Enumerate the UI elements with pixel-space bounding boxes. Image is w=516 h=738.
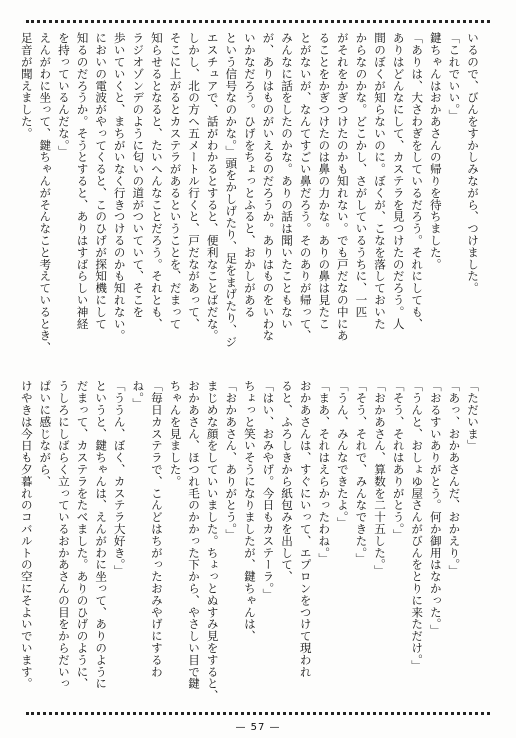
text-line: からなのかな。どこかし、さがしているうちに、一匹 <box>354 32 369 318</box>
text-line: においの電波がやってくると、このひげが探知機にして <box>94 32 109 330</box>
text-line: という信号なのかな。」頭をかしげたり、足をまげたり、ジ <box>224 32 239 348</box>
text-line: というと、鍵ちゃんは、えんがわに坐って、ありのように <box>94 380 109 690</box>
text-line: ると、ふろしきから紙包みを出して、 <box>280 380 295 583</box>
text-line: 「あっ、おかあさんだ、おかえり。」 <box>447 380 462 577</box>
text-line: そこに上がるとカステラがあるということを、だまって <box>168 32 183 330</box>
text-line: ぱいに感じながら、 <box>38 380 53 488</box>
text-line: しかし、北の方へ五メートル行くと、戸だながあって、 <box>187 32 202 330</box>
text-line: ありはどんなにして、カステラを見つけたのだろう。人 <box>391 32 406 330</box>
text-line: 知るのだろうか。そうとすると、ありはすばらしい神経 <box>75 32 90 330</box>
text-line: 「おかあさん、算数を二十五した。」 <box>373 380 388 577</box>
text-line: 「そう、それはありがとう。」 <box>391 380 406 541</box>
text-line: ラジオゾンデのように匂いの道がついていて、そこを <box>131 32 146 318</box>
text-line: ね。」 <box>131 380 146 410</box>
text-line: 「そう、それで、みんなできた。」 <box>354 380 369 565</box>
text-line: 足音が聞えました。 <box>19 32 34 140</box>
text-line: ちゃんを見ました。 <box>168 380 183 488</box>
text-line: けやきは今日も夕暮れのコバルトの空にそよいでいます。 <box>19 380 34 690</box>
text-line: 「ありは、大さわぎをしているだろう。それにしても、 <box>410 32 425 330</box>
text-line: 「まあ、それはえらかったわね。」 <box>317 380 332 565</box>
text-line: 知らせるとなると、たいへんなことだろう。それとも、 <box>149 32 164 330</box>
text-line: がそれをかぎつけたのかも知れない。でも戸だなの中にあ <box>335 32 350 342</box>
dotted-border-bottom <box>26 712 490 715</box>
text-block-upper <box>19 32 482 354</box>
text-line: 「ううん、ぼく、カステラ大好き。」 <box>112 380 127 577</box>
text-line: 鍵ちゃんはおかあさんの帰りを待ちました。 <box>428 32 443 270</box>
text-line: 「ただいま」 <box>466 380 480 452</box>
text-line: 「おるすいありがとう。何か御用はなかった。」 <box>428 380 443 636</box>
text-line: 「うん、みんなできたよ。」 <box>335 380 350 529</box>
page-number: — 57 — <box>235 722 281 733</box>
text-line: 「毎日カステラで、こんどはちがったおみやげにするわ <box>149 380 164 678</box>
dotted-border-top <box>26 20 490 23</box>
text-line: えんがわに坐って、鍵ちゃんがそんなこと考えているとき、 <box>38 32 53 354</box>
text-line: おかあさんは、すぐにいって、エプロンをつけて現われ <box>298 380 313 678</box>
text-line: いるので、びんをすかしみながら、つけました。 <box>466 32 480 294</box>
text-block-lower <box>19 380 482 702</box>
text-line: いかなだろう。ひげをちょっとふると、おかしがある <box>242 32 257 318</box>
text-line: ちょっと笑いそうになりましたが、鍵ちゃんは、 <box>242 380 257 642</box>
text-line: 「うんと、おしょゆ屋さんがびんをとりに来ただけ。」 <box>410 380 425 672</box>
text-line: とがないが、なんてすごい鼻だろう。そのありが帰って、 <box>298 32 313 342</box>
text-line: うしろにしばらく立っているおかあさんの目をからだいっ <box>56 380 71 690</box>
text-line: 「はい、おみやげ。今日もカステーラ。」 <box>261 380 276 601</box>
text-line: を持っているんだな。」 <box>56 32 71 158</box>
text-line: ることをかぎつけたのは鼻の力かな。ありの鼻は見たこ <box>317 32 332 330</box>
text-line: だまって、カステラをたべました。ありのひげのように、 <box>75 380 90 690</box>
text-line: が、ありはものがいえるのだろうか。ありはものをいわな <box>261 32 276 342</box>
text-line: おかあさん、ほつれ毛のかかった下から、やさしい目で鍵 <box>187 380 202 690</box>
text-line: みんなに話をしたのかな。ありの話は聞いたこともない <box>280 32 295 330</box>
text-line: エスチュアで、話がわかるとすると、便利なことばだな。 <box>205 32 220 342</box>
text-line: 「おかあさん、ありがとう。」 <box>224 380 239 541</box>
text-line: 間のぼくが知らないのに。ぼくが、こなを落しておいた <box>373 32 388 330</box>
text-line: 歩いていくと、まちがいなく行きつけるのかも知れない。 <box>112 32 127 342</box>
text-line: 「これでいい。」 <box>447 32 462 122</box>
text-line: まじめな顔をしていいました。ちょっとぬすみ見をすると、 <box>205 380 220 702</box>
